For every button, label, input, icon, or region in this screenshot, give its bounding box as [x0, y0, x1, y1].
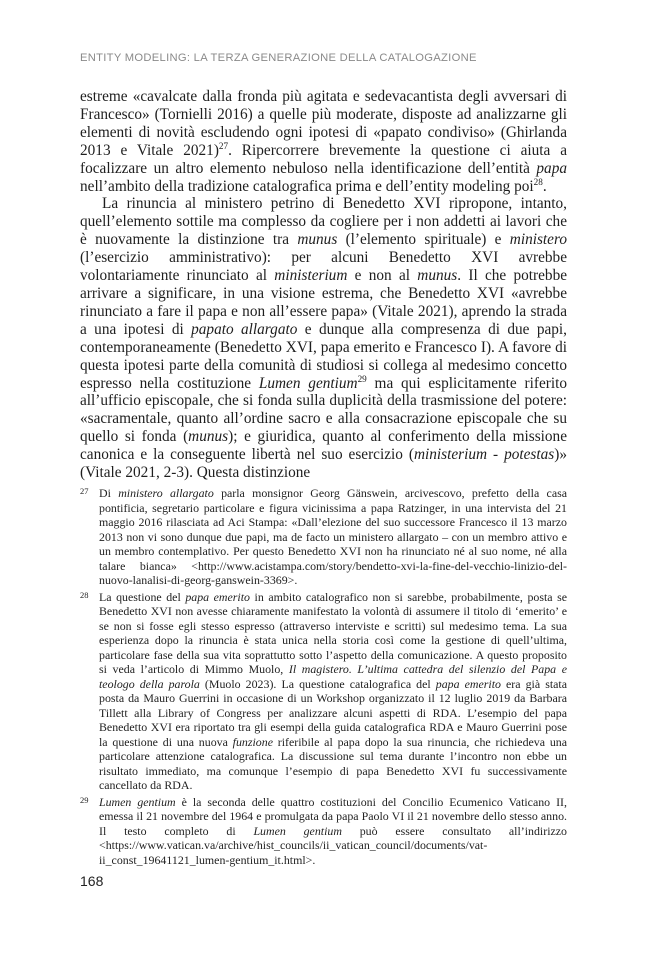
- footnote-29: 29 Lumen gentium è la seconda delle quattro costituzioni del Concilio Ecumenico Vaticano II, emessa il 21 novembre del 1964 e promulgata da papa Paolo VI il 21 novembre dello stesso anno. Il testo completo di Lumen gentium può essere consultato all’indirizzo <https://www.vatican.va/archive/hist_councils/ii_vatican_council/documents/vat-ii_const_19641121_lumen-gentium_it.html>.: [80, 794, 567, 867]
- footnote-number: 29: [80, 794, 89, 805]
- body-paragraph: estreme «cavalcate dalla fronda più agitata e sedevacantista degli avversari di Francesco» (Tornielli 2016) a quelle più moderate, disposte ad analizzarne gli elementi di novità escludendo ogni ipotesi di «papato condiviso» (Ghirlanda 2013 e Vitale 2021)$^{27}$. Ripercorrere brevemente la questione ci aiuta a focalizzare un altro elemento nebuloso nella identificazione dell’entità papa nell’ambito della tradizione catalografica prima e dell’entity modeling poi$^{28}$.: [80, 88, 567, 195]
- footnotes: [80, 486, 567, 869]
- footnote-27: 27 Di ministero allargato parla monsignor Georg Gänswein, arcivescovo, prefetto della casa pontificia, segretario particolare e figura vicinissima a papa Ratzinger, in una intervista del 21 maggio 2016 rilasciata ad Aci Stampa: «Dall’elezione del suo successore Francesco il 13 marzo 2013 non vi sono dunque due papi, ma de facto un ministero allargato – con un membro attivo e un membro contemplativo. Per questo Benedetto XVI non ha rinunciato né al suo nome, né alla talare bianca» <http://www.acistampa.com/story/bendetto-xvi-la-fine-del-vecchio-linizio-del-nuovo-lanalisi-di-georg-ganswein-3369>.: [80, 486, 567, 587]
- footnote-number: 27: [80, 486, 89, 496]
- footnote-url[interactable]: <https://www.vatican.va/archive/hist_councils/ii_vatican_council/documents/vat-ii_const_19641121_lumen-gentium_it.html>: [99, 838, 488, 867]
- footnote-number: 28: [80, 589, 89, 600]
- footnote-reference[interactable]: 27: [218, 140, 229, 151]
- footnote-reference[interactable]: 29: [357, 373, 367, 384]
- running-header: ENTITY MODELING: LA TERZA GENERAZIONE DELLA CATALOGAZIONE: [80, 52, 477, 64]
- page-number: 168: [80, 873, 104, 889]
- footnote-url[interactable]: <http://www.acistampa.com/story/bendetto-xvi-la-fine-del-vecchio-linizio-del-nuovo-lanalisi-di-georg-ganswein-3369>: [99, 558, 567, 587]
- body-paragraph: La rinuncia al ministero petrino di Benedetto XVI ripropone, intanto, quell’elemento sottile ma complesso da cogliere per i non addetti ai lavori che è nuovamente la distinzione tra munus (l’elemento spirituale) e ministero (l’esercizio amministrativo): per alcuni Benedetto XVI avrebbe volontariamente rinunciato al ministerium e non al munus. Il che potrebbe arrivare a significare, in una visione estrema, che Benedetto XVI «avrebbe rinunciato a fare il papa e non all’essere papa» (Vitale 2021), aprendo la strada a una ipotesi di papato allargato e dunque alla compresenza di due papi, contemporaneamente (Benedetto XVI, papa emerito e Francesco I). A favore di questa ipotesi parte della comunità di studiosi si collega al medesimo concetto espresso nella costituzione Lumen gentium$^{29}$ ma qui esplicitamente riferito all’ufficio episcopale, che si fonda sulla duplicità della trasmissione del potere: «sacramentale, quanto all’ordine sacro e alla consacrazione episcopale che su quello si fonda (munus); e giuridica, quanto al conferimento della missione canonica e la conseguente libertà nel suo esercizio (ministerium - potestas)» (Vitale 2021, 2-3). Questa distinzione: [80, 195, 568, 482]
- main-text: [80, 88, 567, 482]
- footnote-28: 28 La questione del papa emerito in ambito catalografico non si sarebbe, probabilmente, posta se Benedetto XVI non avesse chiaramente manifestato la volontà di assumere il titolo di ‘emerito’ e se non si fosse egli stesso espresso (attraverso interviste e scritti) sul medesimo tema. La sua esperienza dopo la rinuncia è stata unica nella storia così come la gestione di quell’ultima, particolare fase della sua vita soprattutto sotto l’aspetto della comunicazione. A questo proposito si veda l’articolo di Mimmo Muolo, Il magistero. L’ultima cattedra del silenzio del Papa e teologo della parola (Muolo 2023). La questione catalografica del papa emerito era già stata posta da Mauro Guerrini in occasione di un Workshop organizzato il 12 luglio 2019 da Barbara Tillett alla Library of Congress per analizzare alcuni aspetti di RDA. L’esempio del papa Benedetto XVI era riportato tra gli esempi della guida catalografica RDA e Mauro Guerrini pose la questione di una nuova funzione riferibile al papa dopo la sua rinuncia, che richiedeva una particolare attenzione catalografica. La discussione sul tema durante l’incontro non ebbe un risultato immediato, ma comunque l’esempio di papa Benedetto XVI fu successivamente cancellato da RDA.: [80, 589, 568, 792]
- footnote-reference[interactable]: 28: [533, 176, 543, 187]
